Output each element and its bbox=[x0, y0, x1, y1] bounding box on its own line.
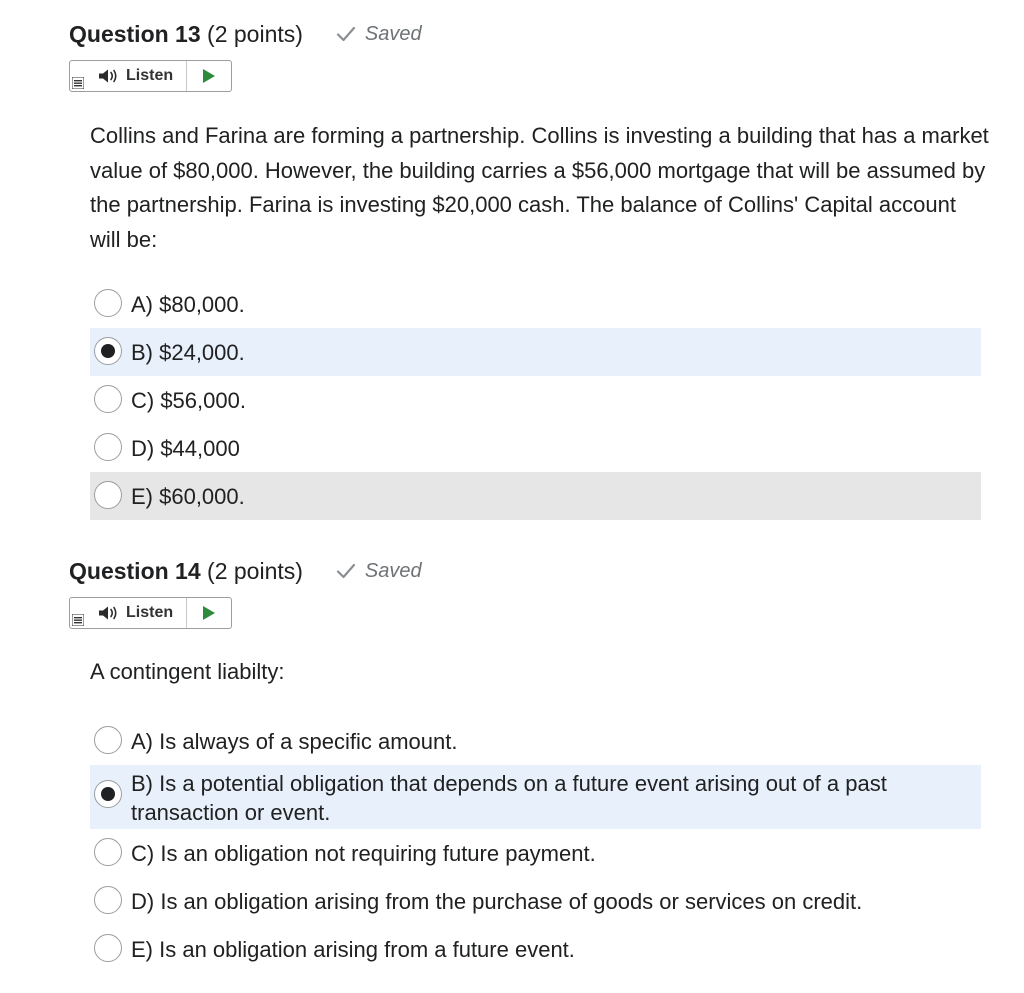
radio-button[interactable] bbox=[94, 289, 122, 317]
question-header bbox=[69, 18, 422, 50]
listen-label: Listen bbox=[126, 67, 174, 84]
answer-option-a[interactable] bbox=[90, 717, 981, 765]
question-number: Question 14 bbox=[69, 557, 201, 584]
saved-status bbox=[335, 560, 422, 583]
question-points: (2 points) bbox=[207, 20, 303, 47]
option-label: B) Is a potential obligation that depends on a future event arising out of a past transaction or event. bbox=[131, 771, 887, 825]
answer-option-e[interactable] bbox=[90, 472, 981, 520]
question-title bbox=[69, 558, 303, 585]
answer-option-d[interactable] bbox=[90, 877, 981, 925]
play-icon bbox=[202, 68, 216, 84]
answer-option-b[interactable] bbox=[90, 765, 981, 829]
radio-button[interactable] bbox=[94, 838, 122, 866]
radio-button[interactable] bbox=[94, 886, 122, 914]
radio-dot bbox=[101, 787, 115, 801]
option-label: A) $80,000. bbox=[131, 291, 245, 317]
saved-label: Saved bbox=[364, 559, 422, 582]
play-button[interactable] bbox=[187, 598, 231, 628]
radio-dot bbox=[101, 344, 115, 358]
radio-button[interactable] bbox=[94, 481, 122, 509]
answer-options bbox=[90, 717, 981, 973]
radio-button-selected[interactable] bbox=[94, 780, 122, 808]
answer-option-d[interactable] bbox=[90, 424, 981, 472]
check-icon bbox=[335, 560, 357, 582]
option-label: D) Is an obligation arising from the purchase of goods or services on credit. bbox=[131, 888, 863, 914]
option-label: B) $24,000. bbox=[131, 339, 245, 365]
answer-option-e[interactable] bbox=[90, 925, 981, 973]
saved-status bbox=[335, 23, 422, 46]
speaker-icon bbox=[98, 68, 120, 84]
play-button[interactable] bbox=[187, 61, 231, 91]
answer-option-c[interactable] bbox=[90, 829, 981, 877]
option-label: E) Is an obligation arising from a future event. bbox=[131, 936, 575, 962]
option-label: A) Is always of a specific amount. bbox=[131, 728, 458, 754]
menu-icon[interactable] bbox=[72, 614, 84, 626]
option-label: C) $56,000. bbox=[131, 387, 246, 413]
answer-option-a[interactable] bbox=[90, 280, 981, 328]
answer-option-c[interactable] bbox=[90, 376, 981, 424]
listen-label: Listen bbox=[126, 604, 174, 621]
radio-button[interactable] bbox=[94, 726, 122, 754]
radio-button[interactable] bbox=[94, 385, 122, 413]
saved-label: Saved bbox=[364, 22, 422, 45]
menu-icon[interactable] bbox=[72, 77, 84, 89]
radio-button[interactable] bbox=[94, 433, 122, 461]
question-header bbox=[69, 555, 422, 587]
question-text: Collins and Farina are forming a partnership. Collins is investing a building that has a market value of $80,000. However, the building carries a $56,000 mortgage that will be assumed by the partnership. Farina is investing $20,000 cash. The balance of Collins' Capital account will be: bbox=[90, 123, 989, 252]
answer-option-b[interactable] bbox=[90, 328, 981, 376]
answer-options bbox=[90, 280, 981, 520]
listen-button[interactable] bbox=[70, 598, 187, 628]
listen-button[interactable] bbox=[70, 61, 187, 91]
check-icon bbox=[335, 23, 357, 45]
option-label: C) Is an obligation not requiring future payment. bbox=[131, 840, 596, 866]
option-label: E) $60,000. bbox=[131, 483, 245, 509]
question-title bbox=[69, 21, 303, 48]
question-text: A contingent liabilty: bbox=[90, 659, 285, 684]
radio-button-selected[interactable] bbox=[94, 337, 122, 365]
play-icon bbox=[202, 605, 216, 621]
question-points: (2 points) bbox=[207, 557, 303, 584]
listen-widget bbox=[69, 597, 232, 629]
listen-widget bbox=[69, 60, 232, 92]
radio-button[interactable] bbox=[94, 934, 122, 962]
question-number: Question 13 bbox=[69, 20, 201, 47]
option-label: D) $44,000 bbox=[131, 435, 240, 461]
speaker-icon bbox=[98, 605, 120, 621]
